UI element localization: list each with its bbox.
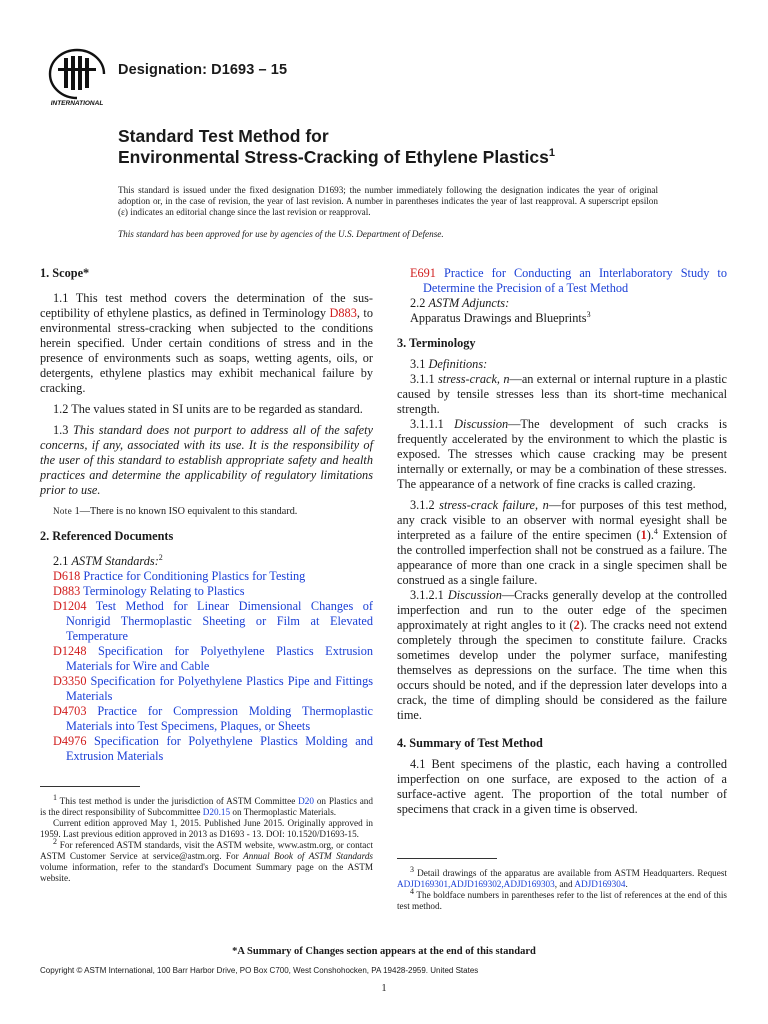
footnotes-right	[397, 864, 727, 912]
logo-wordmark: INTERNATIONAL	[50, 100, 104, 107]
scope-1-2: 1.2 The values stated in SI units are to be regarded as standard.	[53, 402, 363, 416]
standard-title-link[interactable]: Practice for Conditioning Plastics for Testing	[80, 569, 306, 583]
standard-code-link[interactable]: D1248	[53, 644, 87, 658]
right-column	[397, 266, 727, 817]
standard-code-link[interactable]: E691	[410, 266, 436, 280]
standard-title-link[interactable]: Test Method for Linear Dimensional Changes of Nonrigid Thermoplastic Sheeting or Film at Elevated Temperature	[66, 599, 373, 643]
discussion-3-1-2-1: 3.1.2.1 Discussion—Cracks generally develop at the controlled imperfection and run to the outer edge of the specimen approximately at right angles to it (2). The cracks need not extend completely through the specimen to constitute failure. Cracks sometimes develop under the polymer surface, manifesting themselves as depressions on the surface. The time when this occurs should be noted, and if the depression later develops into a crack, the time of dimpling should be considered as the failure time.	[397, 588, 727, 722]
reference-2-link[interactable]: 2	[573, 618, 580, 632]
standard-title-link[interactable]: Terminology Relating to Plastics	[80, 584, 245, 598]
standard-title-link[interactable]: Specification for Polyethylene Plastics Extrusion Materials for Wire and Cable	[66, 644, 373, 673]
scope-1-1: 1.1 This test method covers the determination of the susceptibility of ethylene plastics, as defined in Terminology D883, to environmental stress-cracking when subjected to the conditions herein specified. Under certain conditions of stress and in the presence of environments such as soaps, wetting agents, oils, or detergents, ethylene plastics may exhibit mechanical failure by cracking.	[40, 291, 373, 395]
adjunct-item: Apparatus Drawings and Blueprints$^3$	[410, 309, 591, 325]
standard-code-link[interactable]: D4976	[53, 734, 87, 748]
astm-logo	[44, 46, 110, 108]
terminology-heading: 3. Terminology	[397, 336, 476, 350]
footnote-2: $^2$ For referenced ASTM standards, visit the ASTM website, www.astm.org, or contact ASTM Customer Service at service@astm.org. For Annual Book of ASTM Standards volume information, refer to the standard's Document Summary page on the ASTM website.	[40, 836, 373, 883]
referenced-documents-heading: 2. Referenced Documents	[40, 529, 174, 543]
footnote-3: $^3$ Detail drawings of the apparatus are available from ASTM Headquarters. Request ADJD169301,ADJD169302,ADJD169303, and ADJD169304.	[397, 864, 727, 889]
astm-adjuncts-label: 2.2 ASTM Adjuncts:	[410, 296, 510, 310]
standard-code-link[interactable]: D3350	[53, 674, 87, 688]
title-line-2: Environmental Stress-Cracking of Ethylene Plastics$^1$	[118, 147, 555, 167]
link-d883[interactable]: D883	[329, 306, 357, 320]
title-line-1: Standard Test Method for	[118, 126, 329, 146]
definition-stress-crack-failure: 3.1.2 stress-crack failure, n—for purposes of this test method, any crack visible to an observer with normal eyesight shall be interpreted as a failure of the entire specimen (1).$^4$ Extension of the controlled imperfection shall not be construed as a failure. The appearance of more than one crack in a single specimen shall be construed as a single failure.	[397, 498, 727, 587]
referenced-standard-d1204	[40, 599, 373, 644]
title-footnote-marker: 1	[548, 147, 555, 160]
scope-1-3: 1.3 This standard does not purport to address all of the safety concerns, if any, associated with its use. It is the responsibility of the user of this standard to establish appropriate safety and health practices and determine the applicability of regulatory limitations prior to use.	[40, 423, 373, 497]
referenced-standard-d883	[40, 584, 373, 599]
definition-stress-crack: 3.1.1 stress-crack, n—an external or internal rupture in a plastic caused by tensile stresses less than its short-time mechanical strength.	[397, 372, 728, 416]
designation-label: Designation: D1693 – 15	[118, 62, 288, 78]
standard-title-link[interactable]: Specification for Polyethylene Plastics Molding and Extrusion Materials	[66, 734, 373, 763]
scope-heading: 1. Scope*	[40, 266, 90, 280]
summary-of-changes-note: *A Summary of Changes section appears at the end of this standard	[232, 946, 536, 957]
footnote-rule-right	[397, 858, 497, 859]
referenced-standard-d4976	[40, 734, 373, 764]
copyright-line: Copyright © ASTM International, 100 Barr Harbor Drive, PO Box C700, West Conshohocken, PA 19428-2959. United States	[40, 966, 479, 975]
astm-standards-label: 2.1 ASTM Standards:$^2$	[53, 552, 163, 568]
page-number: 1	[381, 983, 387, 994]
footnote-1: $^1$ This test method is under the jurisdiction of ASTM Committee D20 on Plastics and is the direct responsibility of Subcommittee D20.15 on Thermoplastic Materials.	[40, 792, 373, 817]
footnote-4: $^4$ The boldface numbers in parentheses refer to the list of references at the end of this test method.	[397, 886, 727, 911]
footnotes-left	[40, 792, 373, 884]
standard-code-link[interactable]: D4703	[53, 704, 87, 718]
footnote-rule-left	[40, 786, 140, 787]
referenced-standards-list-continued	[397, 266, 727, 296]
link-d20-15[interactable]: D20.15	[202, 807, 231, 817]
issuance-statement: This standard is issued under the fixed designation D1693; the number immediately following the designation indicates the year of original adoption or, in the case of revision, the year of last revision. A number in parentheses indicates the year of last reapproval. A superscript epsilon (ε) indicates an editorial change since the last revision or reapproval.	[118, 185, 658, 217]
referenced-standard-d4703	[40, 704, 373, 734]
standard-title-link[interactable]: Practice for Compression Molding Thermoplastic Materials into Test Specimens, Plaques, or Sheets	[66, 704, 373, 733]
left-column	[40, 266, 373, 764]
link-adjunct-drawings[interactable]: ADJD169301,ADJD169302,ADJD169303	[397, 879, 555, 889]
standard-code-link[interactable]: D883	[53, 584, 81, 598]
discussion-3-1-1-1: 3.1.1.1 Discussion—The development of such cracks is frequently accelerated by the environment to which the plastic is exposed. The stresses which cause cracking may be present internally or externally, or may be a combination of these stresses. The appearance of a network of fine cracks is called crazing.	[397, 417, 727, 491]
note-1: Note 1—There is no known ISO equivalent to this standard.	[53, 506, 298, 517]
link-d20[interactable]: D20	[298, 796, 314, 806]
referenced-standards-list	[40, 569, 373, 764]
summary-heading: 4. Summary of Test Method	[397, 736, 543, 750]
link-adjd169304[interactable]: ADJD169304	[574, 879, 626, 889]
definitions-label: 3.1 Definitions:	[410, 357, 488, 371]
referenced-standard-d1248	[40, 644, 373, 674]
referenced-standard-e691	[397, 266, 727, 296]
dod-approval-statement: This standard has been approved for use by agencies of the U.S. Department of Defense.	[118, 229, 444, 239]
standard-title-link[interactable]: Practice for Conducting an Interlaboratory Study to Determine the Precision of a Test Method	[423, 266, 727, 295]
standard-code-link[interactable]: D1204	[53, 599, 87, 613]
footnote-1-edition: Current edition approved May 1, 2015. Published June 2015. Originally approved in 1959. Last previous edition approved in 2013 as D1693 - 13. DOI: 10.1520/D1693-15.	[40, 818, 373, 839]
referenced-standard-d618	[40, 569, 373, 584]
summary-4-1: 4.1 Bent specimens of the plastic, each having a controlled imperfection on one surface, are exposed to the action of a surface-active agent. The proportion of the total number of specimens that crack in a given time is observed.	[397, 757, 727, 816]
standard-title-link[interactable]: Specification for Polyethylene Plastics Pipe and Fittings Materials	[66, 674, 373, 703]
standard-code-link[interactable]: D618	[53, 569, 81, 583]
referenced-standard-d3350	[40, 674, 373, 704]
reference-1-link[interactable]: 1	[640, 528, 647, 542]
